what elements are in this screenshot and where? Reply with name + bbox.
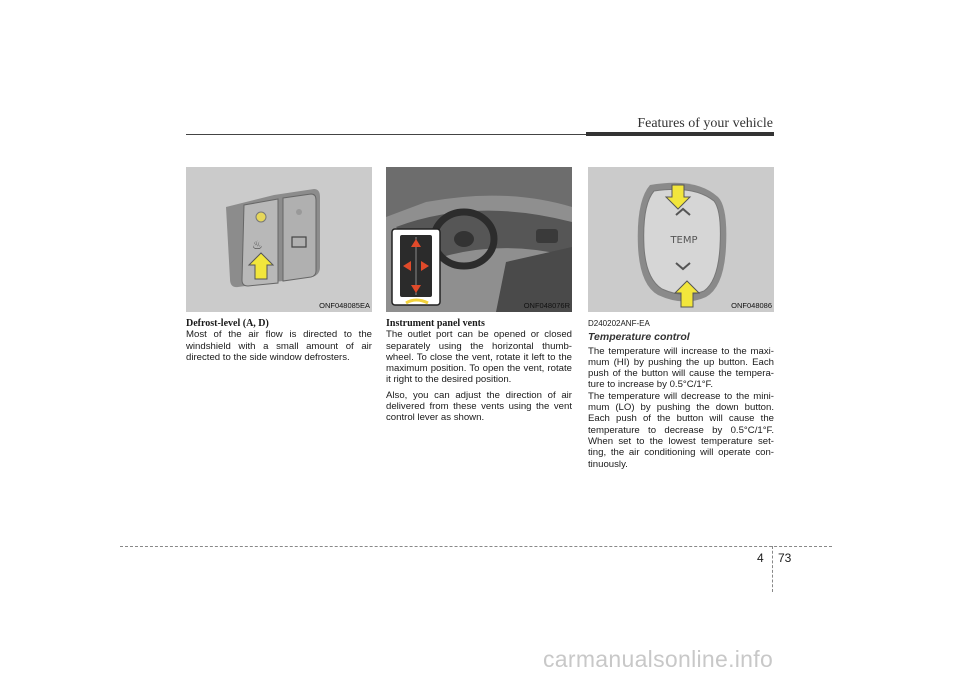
figure-code: ONF048086 — [731, 301, 772, 310]
temperature-text-2: The temperature will decrease to the mini-mum (LO) by pushing the down button. Each push of the button will cause the temperature to decrease by 0.5°C/1°F. When set to the lowest temperature set-ting, the air conditioning will operate con-tinuously. — [588, 390, 774, 470]
figure-code: ONF048076R — [523, 301, 570, 310]
header-rule-accent — [586, 132, 774, 136]
dashboard-illustration — [386, 167, 572, 312]
temp-button-illustration — [588, 167, 774, 312]
footer-divider — [772, 546, 773, 592]
vents-text-1: The outlet port can be opened or closed separately using the horizontal thumb-wheel. To close the vent, rotate it left to the maximum position. To open the vent, rotate it right to the desired position. — [386, 329, 572, 386]
figure-temperature-control — [588, 167, 774, 312]
watermark: carmanualsonline.info — [543, 646, 774, 672]
figure-instrument-panel-vents — [386, 167, 572, 312]
header-rule — [186, 134, 586, 135]
vents-heading: Instrument panel vents — [386, 318, 485, 329]
svg-text:♨: ♨ — [252, 238, 263, 252]
column-defrost — [186, 318, 372, 367]
defrost-heading: Defrost-level (A, D) — [186, 318, 269, 329]
section-title: Features of your vehicle — [637, 116, 773, 131]
column-vents — [386, 318, 572, 428]
defrost-text: Most of the air flow is directed to the windshield with a small amount of air directed to the side window defrosters. — [186, 329, 372, 363]
figure-code: ONF048085EA — [319, 301, 370, 310]
footer-rule — [120, 546, 832, 547]
chapter-number: 4 — [757, 551, 764, 565]
temperature-text-1: The temperature will increase to the maxi-mum (HI) by pushing the up button. Each push of the button will cause the tempera-ture to increase by 0.5°C/1°F. — [588, 345, 774, 391]
defrost-buttons-illustration — [186, 167, 372, 312]
temp-button-label: TEMP — [670, 235, 698, 246]
temperature-heading: Temperature control — [588, 331, 690, 344]
vents-text-2: Also, you can adjust the direction of air delivered from these vents using the vent control lever as shown. — [386, 389, 572, 424]
page-number: 73 — [778, 551, 792, 565]
column-temperature — [588, 318, 774, 474]
section-code: D240202ANF-EA — [588, 319, 650, 328]
figure-defrost-buttons — [186, 167, 372, 312]
